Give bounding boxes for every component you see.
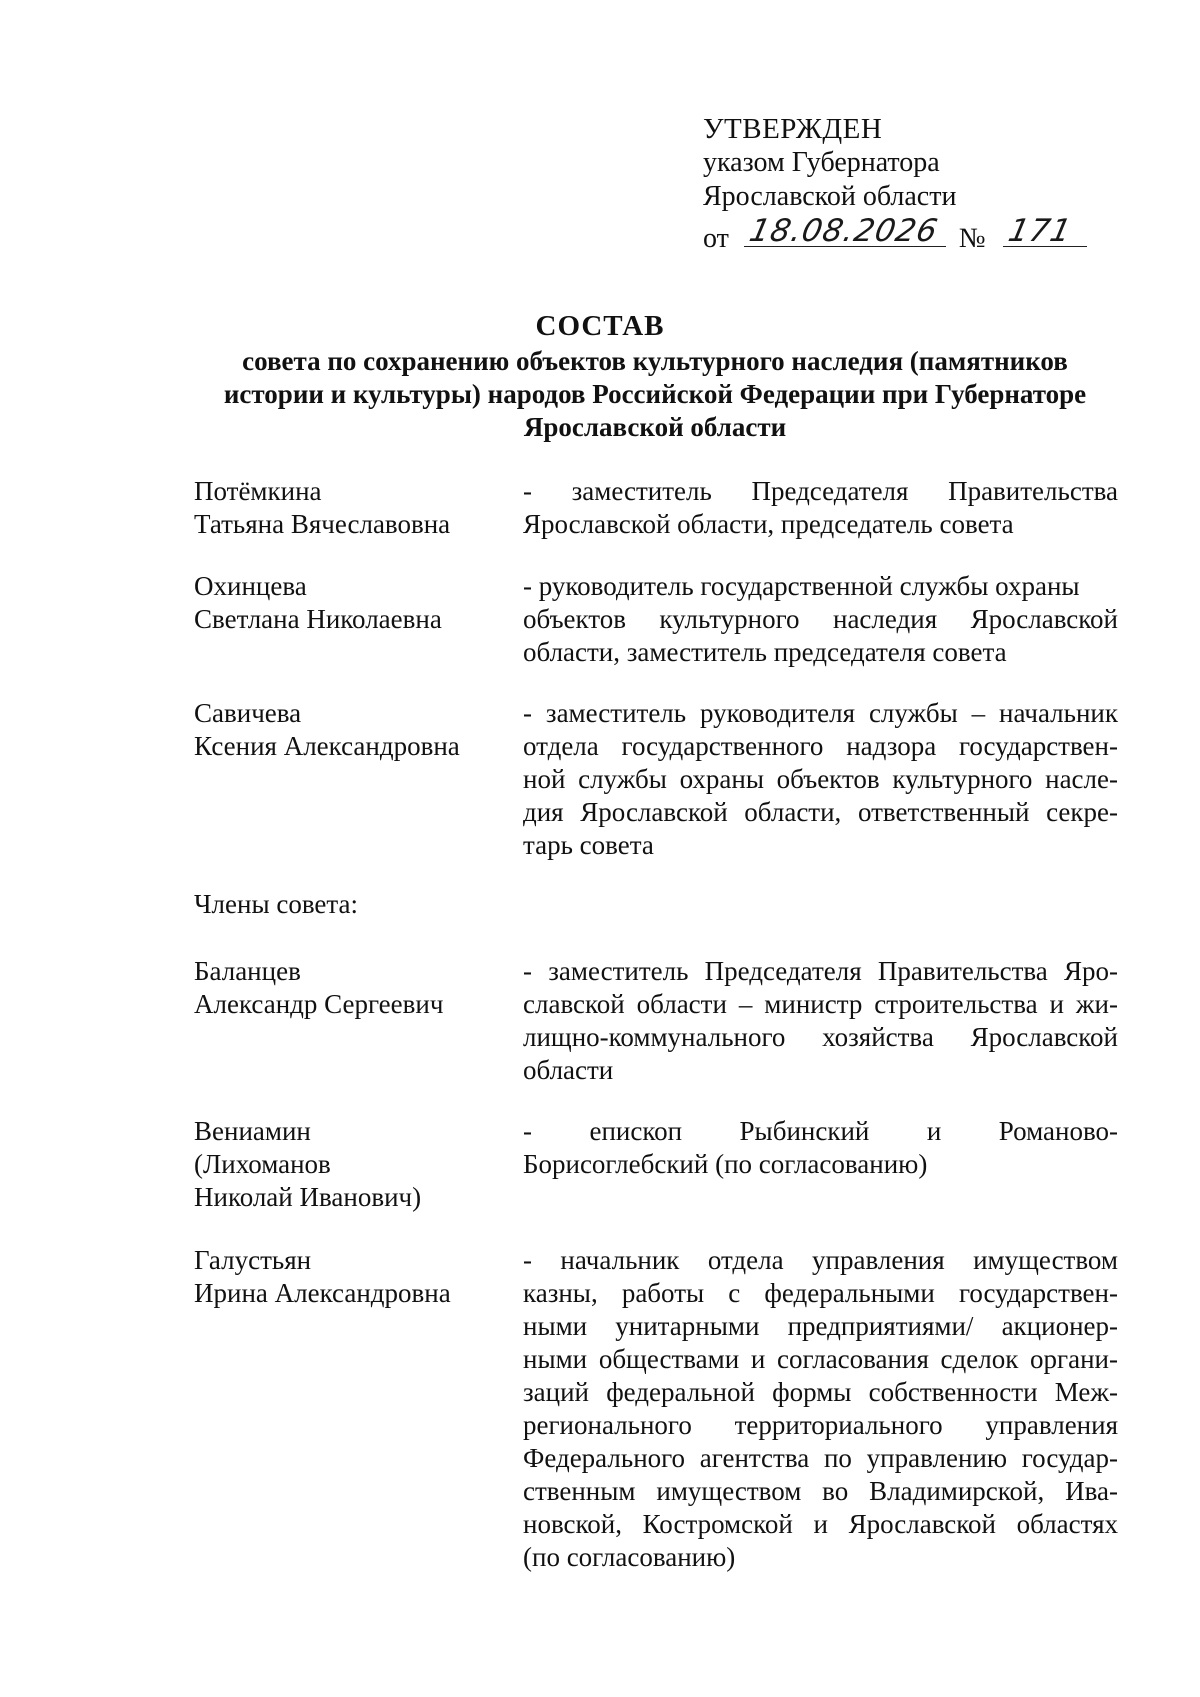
position-line: Борисоглебский (по согласованию) bbox=[523, 1149, 928, 1179]
member-given-names: Ксения Александровна bbox=[194, 731, 460, 761]
date-prefix: от bbox=[703, 223, 729, 254]
position-line: казны, работы с федеральными государствен- bbox=[523, 1278, 1118, 1308]
position-line: дия Ярославской области, ответственный секре- bbox=[523, 797, 1118, 827]
document-subtitle bbox=[185, 345, 1125, 444]
position-line: отдела государственного надзора государствен- bbox=[523, 731, 1118, 761]
position-line: - заместитель Председателя Правительства Яро- bbox=[523, 956, 1118, 986]
position-line: - епископ Рыбинский и Романово- bbox=[523, 1116, 1118, 1146]
position-line: ственным имуществом во Владимирской, Ива- bbox=[523, 1476, 1118, 1506]
position-line: тарь совета bbox=[523, 830, 654, 860]
member-given-names: Ирина Александровна bbox=[194, 1278, 451, 1308]
subtitle-line-3: Ярославской области bbox=[523, 412, 787, 442]
position-line: славской области – министр строительства и жи- bbox=[523, 989, 1118, 1019]
position-line: Федерального агентства по управлению государ- bbox=[523, 1443, 1118, 1473]
position-line: лищно-коммунального хозяйства Ярославской bbox=[523, 1022, 1118, 1052]
handwritten-number: 171 bbox=[1004, 213, 1075, 249]
position-line: заций федеральной формы собственности Меж- bbox=[523, 1377, 1118, 1407]
member-name bbox=[194, 475, 450, 541]
member-name bbox=[194, 955, 443, 1021]
position-line: (по согласованию) bbox=[523, 1542, 736, 1572]
approval-date-line bbox=[703, 214, 1093, 256]
position-line: Ярославской области, председатель совета bbox=[523, 509, 1014, 539]
members-section-label: Члены совета: bbox=[194, 889, 359, 919]
approval-block bbox=[703, 112, 1093, 256]
member-name bbox=[194, 1244, 451, 1310]
member-name bbox=[194, 570, 442, 636]
member-given-names: Николай Иванович) bbox=[194, 1182, 422, 1212]
member-position bbox=[523, 570, 1118, 669]
position-line: - заместитель руководителя службы – начальник bbox=[523, 698, 1118, 728]
subtitle-line-1: совета по сохранению объектов культурного наследия (памятников bbox=[242, 346, 1068, 376]
member-given-names: Александр Сергеевич bbox=[194, 989, 444, 1019]
position-line: области bbox=[523, 1055, 614, 1085]
member-surname: Галустьян bbox=[194, 1245, 312, 1275]
position-line: новской, Костромской и Ярославской областях bbox=[523, 1509, 1118, 1539]
member-position bbox=[523, 955, 1118, 1087]
member-name bbox=[194, 697, 460, 763]
approval-region: Ярославской области bbox=[703, 181, 957, 212]
subtitle-line-2: истории и культуры) народов Российской Федерации при Губернаторе bbox=[223, 379, 1087, 409]
handwritten-date: 18.08.2026 bbox=[746, 213, 942, 249]
member-surname: Потёмкина bbox=[194, 476, 322, 506]
approval-decree: указом Губернатора bbox=[703, 147, 940, 178]
number-field bbox=[1003, 214, 1087, 247]
member-surname: Охинцева bbox=[194, 571, 307, 601]
position-line: регионального территориального управления bbox=[523, 1410, 1118, 1440]
member-name bbox=[194, 1115, 421, 1214]
date-field bbox=[744, 214, 946, 247]
member-position bbox=[523, 475, 1118, 541]
position-line: - заместитель Председателя Правительства bbox=[523, 476, 1118, 506]
position-line: - начальник отдела управления имуществом bbox=[523, 1245, 1118, 1275]
member-position bbox=[523, 1244, 1118, 1574]
member-surname: Савичева bbox=[194, 698, 302, 728]
approval-heading: УТВЕРЖДЕН bbox=[703, 113, 883, 145]
member-given-names: (Лихоманов bbox=[194, 1149, 331, 1179]
position-line: - руководитель государственной службы охраны bbox=[523, 571, 1080, 601]
member-surname: Баланцев bbox=[194, 956, 301, 986]
position-line: ными унитарными предприятиями/ акционер- bbox=[523, 1311, 1118, 1341]
member-given-names: Светлана Николаевна bbox=[194, 604, 442, 634]
document-title: СОСТАВ bbox=[535, 310, 665, 342]
position-line: ной службы охраны объектов культурного насле- bbox=[523, 764, 1118, 794]
position-line: объектов культурного наследия Ярославской bbox=[523, 604, 1118, 634]
member-position bbox=[523, 697, 1118, 862]
position-line: ными обществами и согласования сделок органи- bbox=[523, 1344, 1118, 1374]
number-sign: № bbox=[958, 223, 986, 254]
position-line: области, заместитель председателя совета bbox=[523, 637, 1007, 667]
member-position bbox=[523, 1115, 1118, 1181]
member-given-names: Татьяна Вячеславовна bbox=[194, 509, 451, 539]
member-surname: Вениамин bbox=[194, 1116, 311, 1146]
